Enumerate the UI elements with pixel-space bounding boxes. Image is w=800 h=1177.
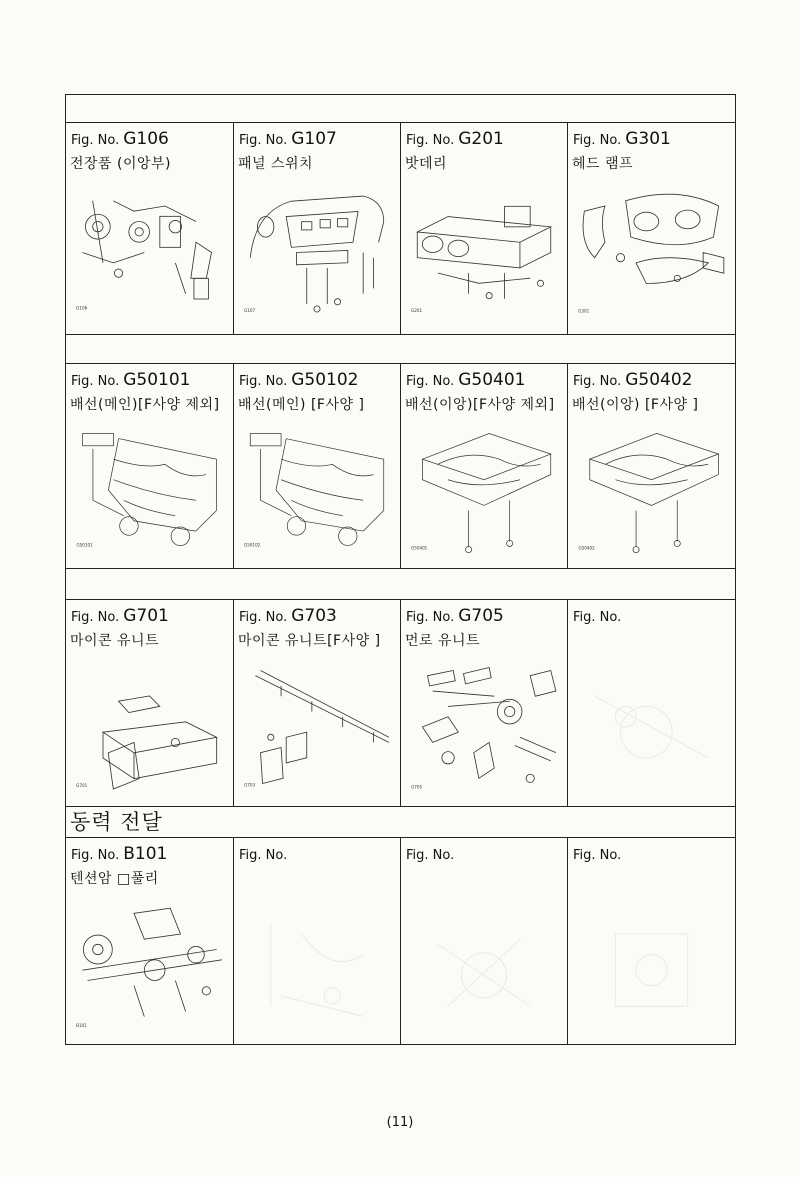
figure-cell-g50101[interactable] [66, 364, 234, 569]
figure-title: 패널 스위치 [238, 156, 314, 172]
svg-text:G50101: G50101 [76, 542, 93, 548]
figure-number: Fig. No. G705 [406, 606, 504, 626]
figure-title: 마이콘 유니트[F사양 ] [238, 633, 381, 649]
figure-title: 밧데리 [405, 156, 448, 172]
figure-number: Fig. No. [573, 610, 622, 625]
svg-text:G703: G703 [244, 782, 256, 788]
exploded-diagram-image [407, 654, 561, 800]
figure-title: 배선(메인)[F사양 제외] [70, 397, 220, 413]
svg-text:G107: G107 [244, 308, 256, 314]
svg-text:G50102: G50102 [244, 542, 261, 548]
figure-cell-g201[interactable] [401, 123, 568, 335]
bleed-through-image [574, 654, 729, 800]
section-title: 동력 전달 [70, 810, 163, 834]
svg-text:G106: G106 [76, 305, 88, 311]
wiring-diagram-image [72, 418, 227, 562]
figure-number: Fig. No. G50101 [71, 370, 191, 390]
figure-cell-g703[interactable] [234, 600, 401, 807]
figure-cell-g106[interactable] [66, 123, 234, 335]
figure-number: Fig. No. [239, 848, 288, 863]
figure-cell-empty [568, 838, 735, 1044]
figure-title: 전장품 (이앙부) [70, 156, 172, 172]
figure-title: 배선(이앙) [F사양 ] [572, 397, 699, 413]
figure-cell-b101[interactable] [66, 838, 234, 1044]
figure-title: 배선(메인) [F사양 ] [238, 397, 365, 413]
figure-cell-g107[interactable] [234, 123, 401, 335]
figure-number: Fig. No. G50102 [239, 370, 359, 390]
figure-title: 헤드 램프 [572, 156, 634, 172]
section-band [66, 95, 735, 123]
svg-text:G701: G701 [76, 782, 88, 788]
wiring-diagram-image [407, 418, 561, 562]
figure-cell-g50402[interactable] [568, 364, 735, 569]
figure-title: 먼로 유니트 [405, 633, 481, 649]
figure-number: Fig. No. G703 [239, 606, 337, 626]
figure-cell-g50102[interactable] [234, 364, 401, 569]
figure-number: Fig. No. G701 [71, 606, 169, 626]
figure-cell-g301[interactable] [568, 123, 735, 335]
svg-text:G50402: G50402 [578, 545, 595, 551]
wiring-diagram-image [574, 418, 729, 562]
section-band [66, 335, 735, 364]
figure-title: 텐션암 □풀리 [70, 871, 159, 887]
bleed-through-image [574, 892, 729, 1038]
figure-number: Fig. No. G106 [71, 129, 169, 149]
exploded-diagram-image [72, 177, 227, 328]
figure-number: Fig. No. [406, 848, 455, 863]
figure-number: Fig. No. G201 [406, 129, 504, 149]
wiring-diagram-image [240, 418, 394, 562]
svg-text:G201: G201 [411, 308, 423, 314]
section-band [66, 569, 735, 600]
page-number: (11) [386, 1115, 414, 1130]
figure-number: Fig. No. G301 [573, 129, 671, 149]
exploded-diagram-image [72, 654, 227, 800]
exploded-diagram-image [240, 654, 394, 800]
exploded-diagram-image [407, 177, 561, 328]
bleed-through-image [407, 892, 561, 1038]
bleed-through-image [240, 892, 394, 1038]
figure-title: 배선(이앙)[F사양 제외] [405, 397, 555, 413]
figure-index-table [65, 94, 736, 1045]
figure-number: Fig. No. [573, 848, 622, 863]
svg-text:G50401: G50401 [411, 545, 428, 551]
figure-number: Fig. No. G50402 [573, 370, 693, 390]
figure-cell-empty [568, 600, 735, 807]
figure-number: Fig. No. G107 [239, 129, 337, 149]
exploded-diagram-image [240, 177, 394, 328]
figure-number: Fig. No. G50401 [406, 370, 526, 390]
figure-cell-g701[interactable] [66, 600, 234, 807]
figure-title: 마이콘 유니트 [70, 633, 160, 649]
section-band [66, 807, 735, 838]
svg-text:G705: G705 [411, 784, 423, 790]
exploded-diagram-image [574, 177, 729, 328]
figure-cell-empty [401, 838, 568, 1044]
exploded-diagram-image [72, 892, 227, 1038]
figure-cell-g50401[interactable] [401, 364, 568, 569]
figure-cell-g705[interactable] [401, 600, 568, 807]
figure-number: Fig. No. B101 [71, 844, 168, 864]
figure-cell-empty [234, 838, 401, 1044]
svg-text:G301: G301 [578, 308, 590, 314]
svg-text:B101: B101 [76, 1023, 87, 1028]
